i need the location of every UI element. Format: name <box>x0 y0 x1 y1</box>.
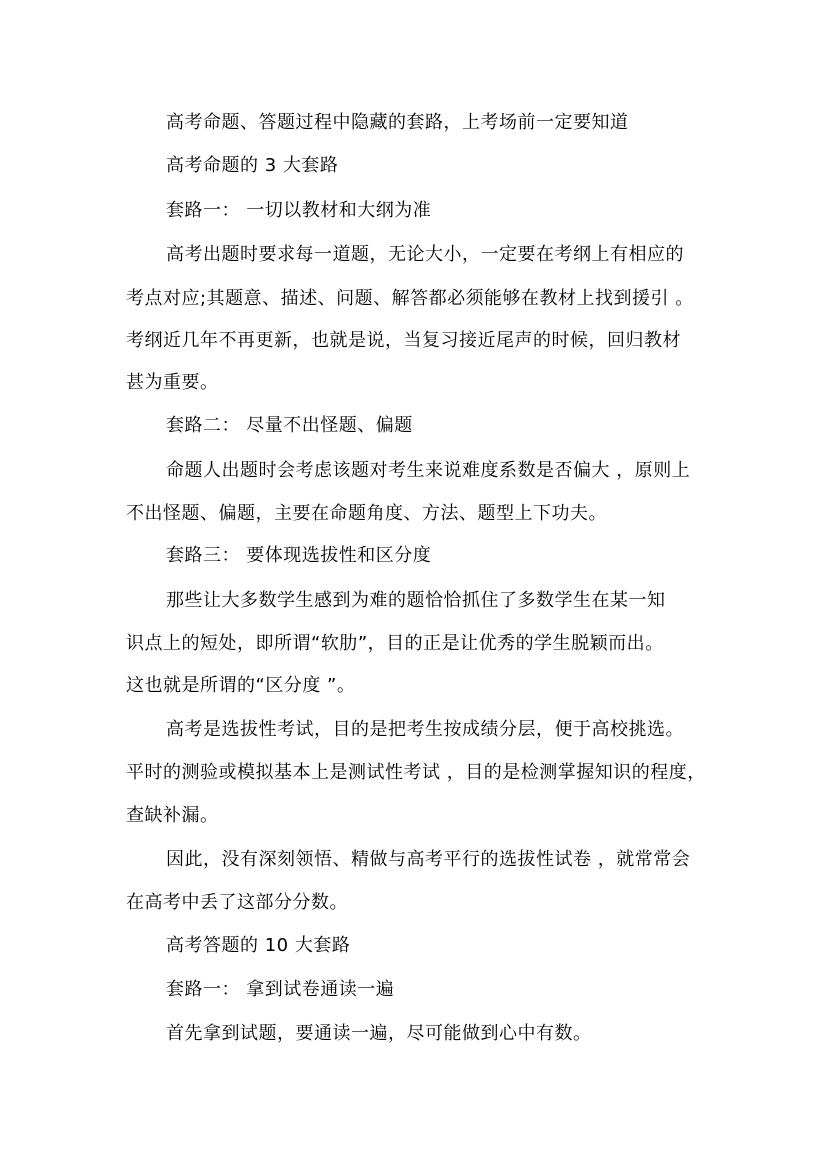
paragraph-line: 甚为重要。 <box>126 372 219 393</box>
subheading: 套路一： 一切以教材和大纲为准 <box>166 200 432 221</box>
paragraph-line: 考纲近几年不再更新，也就是说，当复习接近尾声的时候，回归教材 <box>126 330 681 351</box>
paragraph-line: 不出怪题、偏题，主要在命题角度、方法、题型上下功夫。 <box>126 503 607 524</box>
paragraph-line: 首先拿到试题，要通读一遍，尽可能做到心中有数。 <box>166 1023 592 1044</box>
paragraph-line: 高考是选拔性考试，目的是把考生按成绩分层，便于高校挑选。 <box>166 719 684 740</box>
subheading: 套路一： 拿到试卷通读一遍 <box>166 979 395 1000</box>
paragraph-line: 平时的测验或模拟基本上是测试性考试 ，目的是检测掌握知识的程度， <box>126 762 706 783</box>
document-title: 高考命题、答题过程中隐藏的套路，上考场前一定要知道 <box>166 112 629 133</box>
section-heading: 高考答题的 10 大套路 <box>166 935 351 956</box>
paragraph-line: 那些让大多数学生感到为难的题恰恰抓住了多数学生在某一知 <box>166 590 666 611</box>
paragraph-line: 识点上的短处，即所谓“软肋”，目的正是让优秀的学生脱颖而出。 <box>126 633 664 654</box>
section-heading: 高考命题的 3 大套路 <box>166 155 339 176</box>
paragraph-line: 考点对应;其题意、描述、问题、解答都必须能够在教材上找到援引 。 <box>126 288 694 309</box>
paragraph-line: 这也就是所谓的“区分度 ”。 <box>126 675 356 696</box>
paragraph-line: 查缺补漏。 <box>126 805 219 826</box>
paragraph-line: 命题人出题时会考虑该题对考生来说难度系数是否偏大 ，原则上 <box>166 460 691 481</box>
subheading: 套路三： 要体现选拔性和区分度 <box>166 545 432 566</box>
paragraph-line: 因此，没有深刻领悟、精做与高考平行的选拔性试卷 ，就常常会 <box>166 849 691 870</box>
paragraph-line: 高考出题时要求每一道题，无论大小，一定要在考纲上有相应的 <box>166 244 684 265</box>
paragraph-line: 在高考中丢了这部分分数。 <box>126 892 348 913</box>
subheading: 套路二： 尽量不出怪题、偏题 <box>166 415 413 436</box>
